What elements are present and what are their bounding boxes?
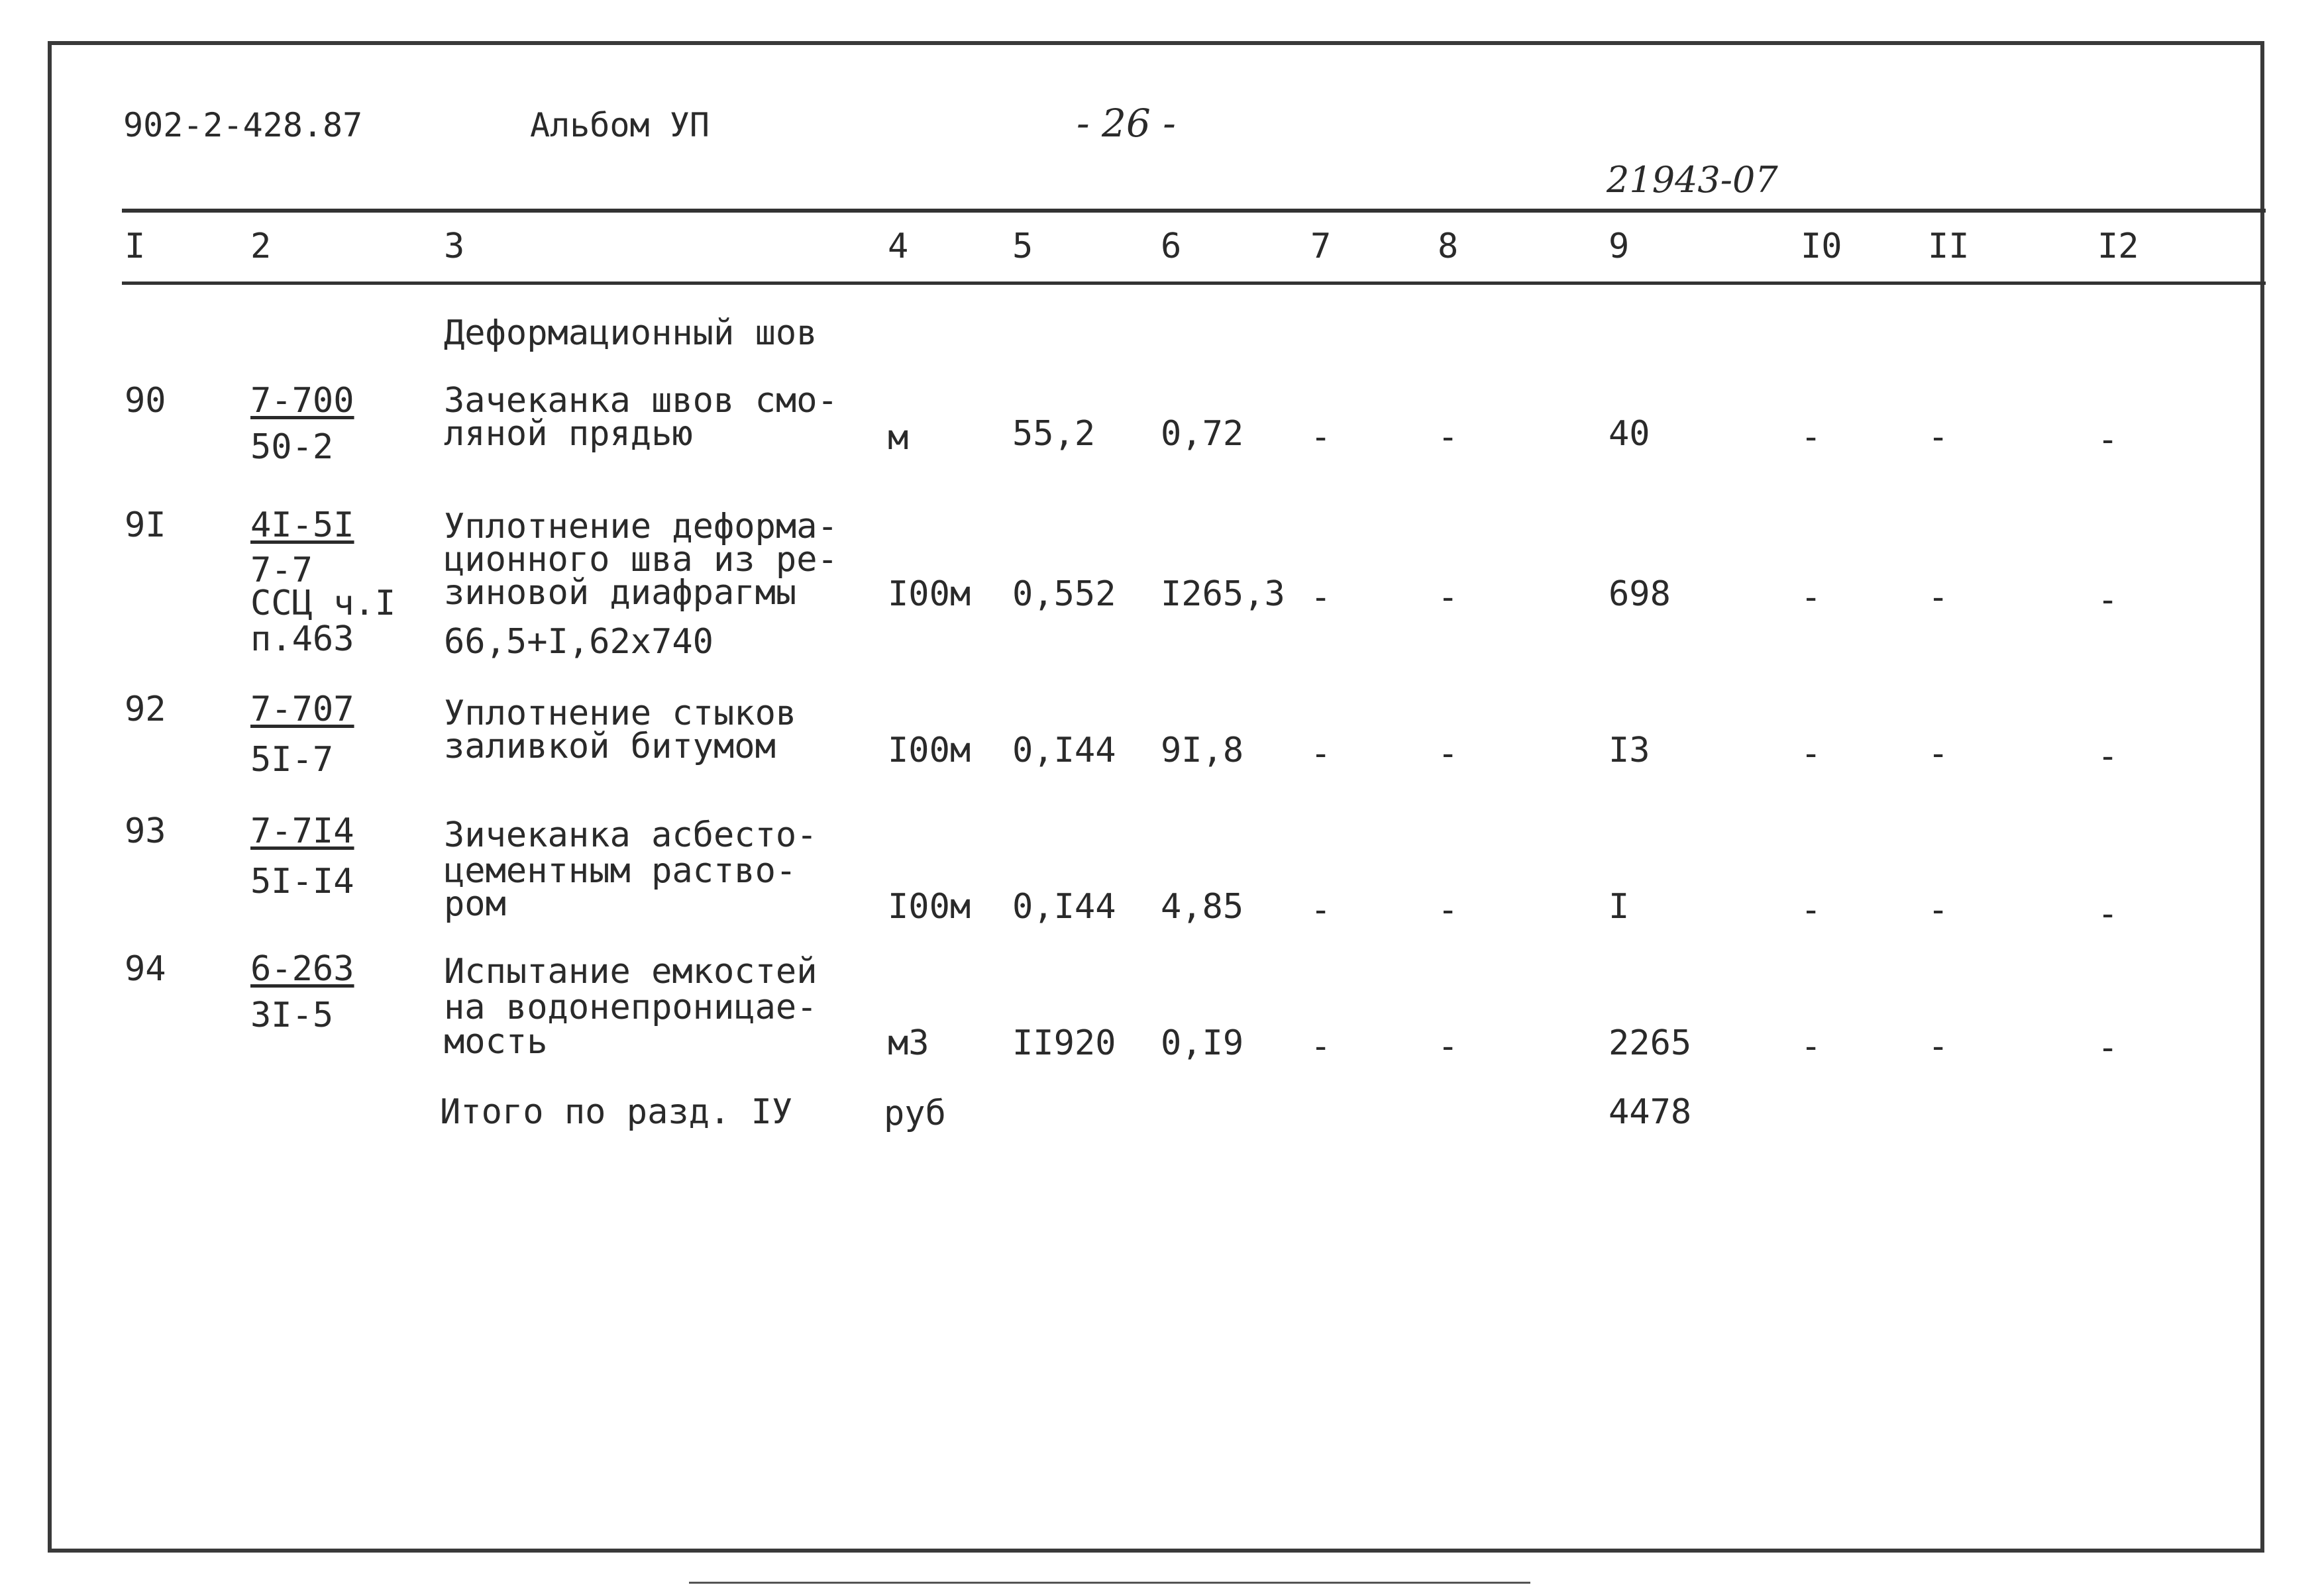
- row-number: 92: [125, 690, 166, 729]
- total-cost: 698: [1609, 574, 1671, 614]
- unit-price: 9I,8: [1161, 731, 1244, 770]
- column-header-3: 3: [444, 227, 465, 266]
- rate-subcode: 50-2: [250, 427, 334, 467]
- total-cost: 40: [1609, 414, 1650, 454]
- row-number: 9I: [125, 505, 166, 545]
- col10-value: -: [1801, 1027, 1822, 1066]
- subtotal-total: 4478: [1609, 1092, 1692, 1132]
- col10-value: -: [1801, 734, 1822, 774]
- col12-value: -: [2097, 420, 2119, 460]
- col12-value: -: [2097, 1028, 2119, 1068]
- col8-value: -: [1438, 734, 1459, 774]
- page-frame: [48, 41, 2264, 1553]
- rate-subcode: ССЦ ч.I: [250, 584, 396, 623]
- header-rule-bottom: [122, 282, 2266, 285]
- unit: I00м: [888, 731, 971, 770]
- unit-price: 0,72: [1161, 414, 1244, 454]
- col7-value: -: [1310, 1027, 1332, 1066]
- work-description: 66,5+I,62х740: [444, 622, 713, 662]
- bottom-edge-strip: [689, 1582, 1530, 1584]
- column-header-12: I2: [2097, 227, 2139, 266]
- page-number: - 26 -: [1077, 101, 1176, 146]
- total-cost: I3: [1609, 731, 1650, 770]
- col8-value: -: [1438, 578, 1459, 617]
- row-number: 90: [125, 381, 166, 421]
- quantity: 0,552: [1012, 574, 1116, 614]
- col12-value: -: [2097, 894, 2119, 934]
- rate-code: 6-263: [250, 949, 354, 989]
- column-header-5: 5: [1012, 227, 1033, 266]
- col8-value: -: [1438, 890, 1459, 930]
- col12-value: -: [2097, 580, 2119, 620]
- total-cost: 2265: [1609, 1023, 1692, 1063]
- subtotal-label: Итого по разд. IУ: [440, 1092, 793, 1132]
- column-header-1: I: [125, 227, 146, 266]
- unit: м: [888, 418, 909, 458]
- col8-value: -: [1438, 1027, 1459, 1066]
- column-header-10: I0: [1801, 227, 1842, 266]
- unit-price: 4,85: [1161, 887, 1244, 927]
- work-description: ром: [444, 884, 506, 924]
- col11-value: -: [1928, 734, 1949, 774]
- unit: м3: [888, 1023, 929, 1063]
- work-description: Зачеканка швов смо-: [444, 381, 838, 421]
- col11-value: -: [1928, 1027, 1949, 1066]
- column-header-6: 6: [1161, 227, 1182, 266]
- unit-price: I265,3: [1161, 574, 1285, 614]
- rate-code: 7-707: [250, 690, 354, 729]
- work-description: Уплотнение стыков: [444, 693, 797, 733]
- work-description: Испытание емкостей: [444, 952, 818, 992]
- col7-value: -: [1310, 890, 1332, 930]
- work-description: заливкой битумом: [444, 727, 776, 766]
- rate-code: 7-700: [250, 381, 354, 421]
- work-description: на водонепроницае-: [444, 988, 818, 1027]
- work-description: мость: [444, 1022, 548, 1062]
- col10-value: -: [1801, 890, 1822, 930]
- column-header-9: 9: [1609, 227, 1630, 266]
- row-number: 94: [125, 949, 166, 989]
- quantity: 0,I44: [1012, 731, 1116, 770]
- quantity: 0,I44: [1012, 887, 1116, 927]
- col11-value: -: [1928, 578, 1949, 617]
- unit: I00м: [888, 887, 971, 927]
- col10-value: -: [1801, 578, 1822, 617]
- rate-code: 4I-5I: [250, 505, 354, 545]
- subtotal-unit: руб: [884, 1094, 946, 1133]
- document-number: 902-2-428.87: [123, 106, 363, 144]
- total-cost: I: [1609, 887, 1630, 927]
- col11-value: -: [1928, 890, 1949, 930]
- work-description: Зичеканка асбесто-: [444, 815, 818, 855]
- rate-subcode: 3I-5: [250, 996, 334, 1035]
- quantity: 55,2: [1012, 414, 1096, 454]
- col12-value: -: [2097, 737, 2119, 776]
- rate-subcode: 7-7: [250, 550, 313, 590]
- row-number: 93: [125, 811, 166, 851]
- unit-price: 0,I9: [1161, 1023, 1244, 1063]
- column-header-7: 7: [1310, 227, 1332, 266]
- work-description: зиновой диафрагмы: [444, 573, 797, 613]
- col11-value: -: [1928, 417, 1949, 457]
- work-description: цементным раство-: [444, 851, 797, 891]
- work-description: ляной прядью: [444, 414, 693, 454]
- column-header-8: 8: [1438, 227, 1459, 266]
- rate-subcode: 5I-7: [250, 740, 334, 780]
- album-label: Альбом УП: [530, 106, 710, 144]
- handwritten-code: 21943-07: [1607, 159, 1778, 201]
- quantity: II920: [1012, 1023, 1116, 1063]
- column-header-2: 2: [250, 227, 272, 266]
- header-rule-top: [122, 209, 2266, 213]
- col7-value: -: [1310, 734, 1332, 774]
- column-header-4: 4: [888, 227, 909, 266]
- col8-value: -: [1438, 417, 1459, 457]
- work-description: ционного шва из ре-: [444, 540, 838, 580]
- unit: I00м: [888, 574, 971, 614]
- rate-subcode: п.463: [250, 619, 354, 659]
- col7-value: -: [1310, 578, 1332, 617]
- work-description: Уплотнение деформа-: [444, 507, 838, 546]
- rate-subcode: 5I-I4: [250, 862, 354, 901]
- col10-value: -: [1801, 417, 1822, 457]
- section-title: Деформационный шов: [444, 313, 818, 353]
- col7-value: -: [1310, 417, 1332, 457]
- column-header-11: II: [1928, 227, 1970, 266]
- rate-code: 7-7I4: [250, 811, 354, 851]
